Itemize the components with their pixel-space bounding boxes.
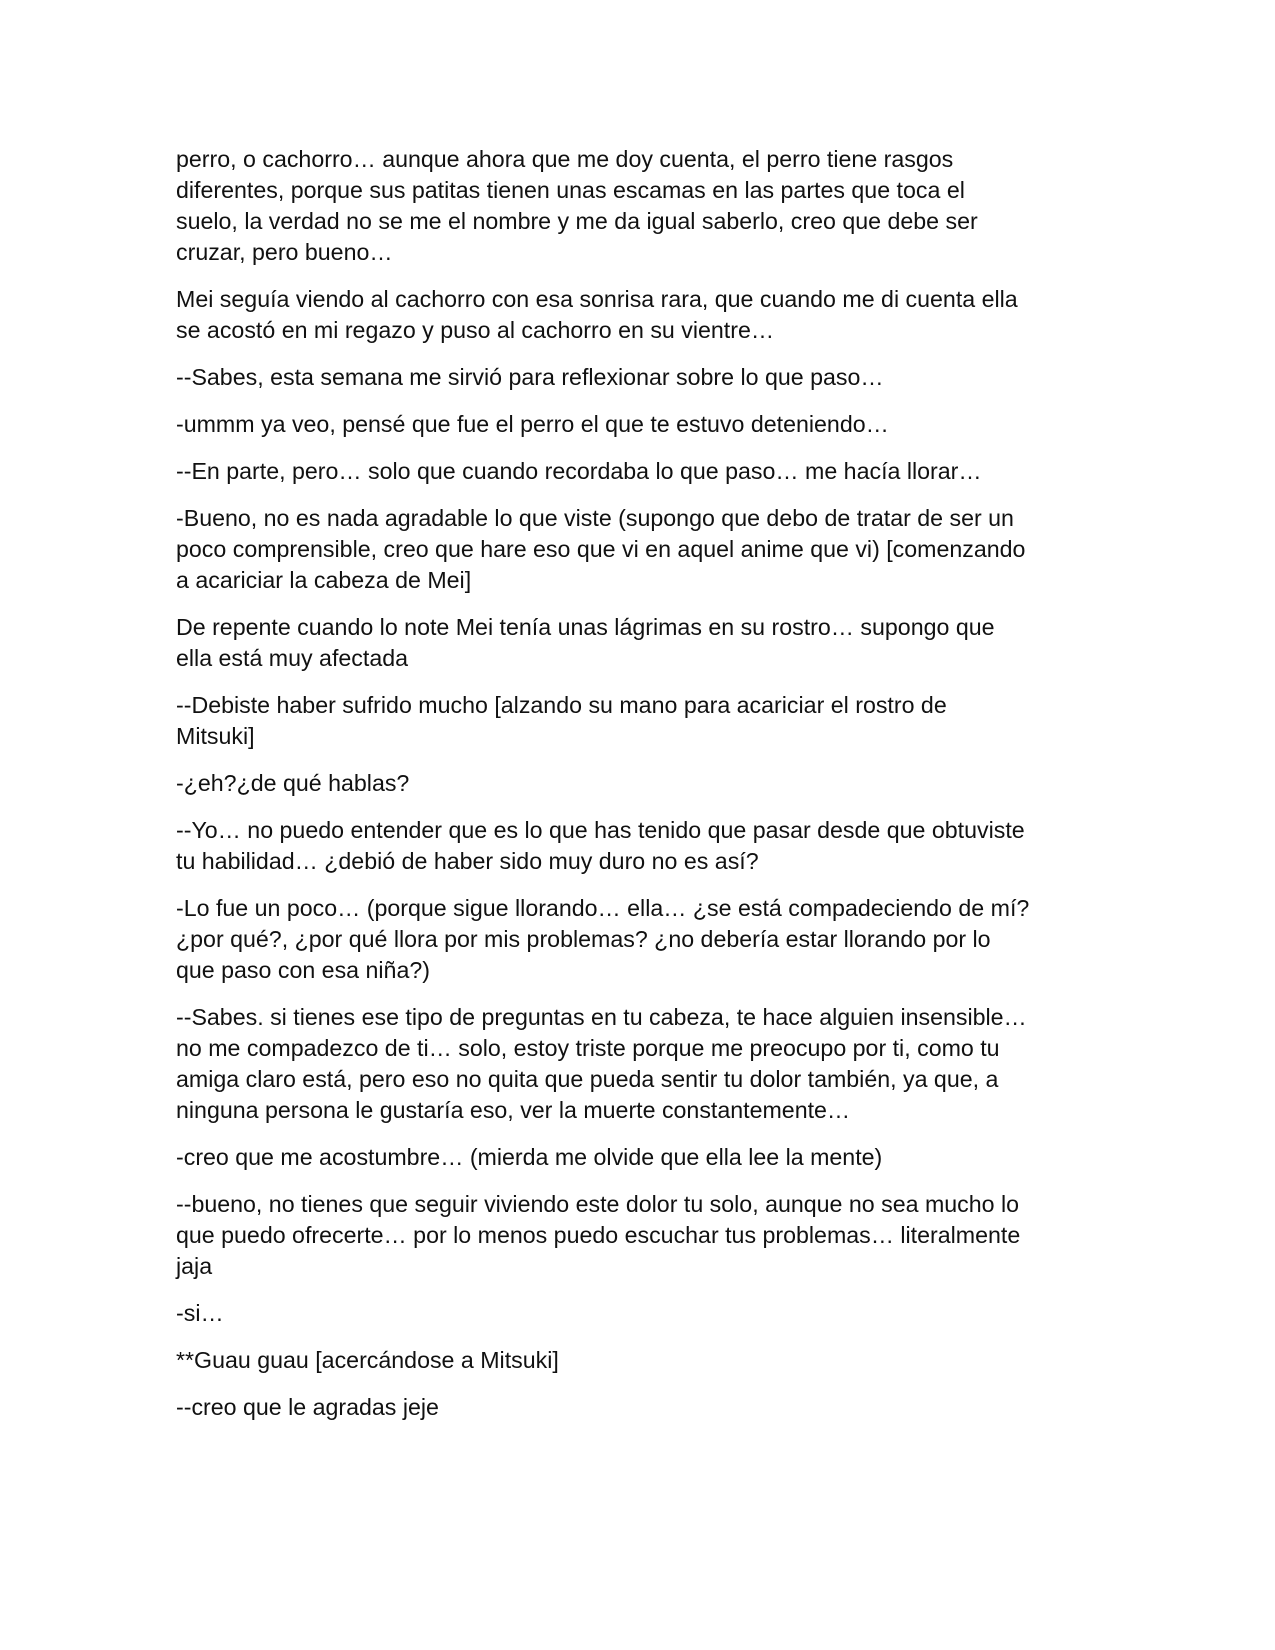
paragraph-9: -¿eh?¿de qué hablas? xyxy=(176,770,410,796)
paragraph-4: -ummm ya veo, pensé que fue el perro el que te estuvo deteniendo… xyxy=(176,411,889,437)
paragraph-1: perro, o cachorro… aunque ahora que me doy cuenta, el perro tiene rasgos diferentes, porque sus patitas tienen unas escamas en las partes que toca el suelo, la verdad no se me el nombre y me da igual saberlo, creo que debe ser cruzar, pero bueno… xyxy=(176,146,978,265)
paragraph-7: De repente cuando lo note Mei tenía unas lágrimas en su rostro… supongo que ella está muy afectada xyxy=(176,614,995,671)
paragraph-3: --Sabes, esta semana me sirvió para reflexionar sobre lo que paso… xyxy=(176,364,884,390)
paragraph-10: --Yo… no puedo entender que es lo que has tenido que pasar desde que obtuviste tu habilidad… ¿debió de haber sido muy duro no es así? xyxy=(176,817,1025,874)
paragraph-2: Mei seguía viendo al cachorro con esa sonrisa rara, que cuando me di cuenta ella se acostó en mi regazo y puso al cachorro en su vientre… xyxy=(176,286,1018,343)
paragraph-15: -si… xyxy=(176,1300,224,1326)
paragraph-5: --En parte, pero… solo que cuando recordaba lo que paso… me hacía llorar… xyxy=(176,458,982,484)
paragraph-14: --bueno, no tienes que seguir viviendo este dolor tu solo, aunque no sea mucho lo que puedo ofrecerte… por lo menos puedo escuchar tus problemas… literalmente jaja xyxy=(176,1191,1021,1279)
paragraph-6: -Bueno, no es nada agradable lo que viste (supongo que debo de tratar de ser un poco comprensible, creo que hare eso que vi en aquel anime que vi) [comenzando a acariciar la cabeza de Mei] xyxy=(176,505,1026,593)
paragraph-17: --creo que le agradas jeje xyxy=(176,1394,439,1420)
paragraph-11: -Lo fue un poco… (porque sigue llorando… ella… ¿se está compadeciendo de mí? ¿por qué?, ¿por qué llora por mis problemas? ¿no debería estar llorando por lo que paso con esa niña?) xyxy=(176,895,1030,983)
paragraph-8: --Debiste haber sufrido mucho [alzando su mano para acariciar el rostro de Mitsuki] xyxy=(176,692,947,749)
document-body xyxy=(176,144,1106,1439)
paragraph-13: -creo que me acostumbre… (mierda me olvide que ella lee la mente) xyxy=(176,1144,883,1170)
paragraph-12: --Sabes. si tienes ese tipo de preguntas en tu cabeza, te hace alguien insensible… no me compadezco de ti… solo, estoy triste porque me preocupo por ti, como tu amiga claro está, pero eso no quita que pueda sentir tu dolor también, ya que, a ninguna persona le gustaría eso, ver la muerte constantemente… xyxy=(176,1004,1027,1123)
paragraph-16: **Guau guau [acercándose a Mitsuki] xyxy=(176,1347,559,1373)
